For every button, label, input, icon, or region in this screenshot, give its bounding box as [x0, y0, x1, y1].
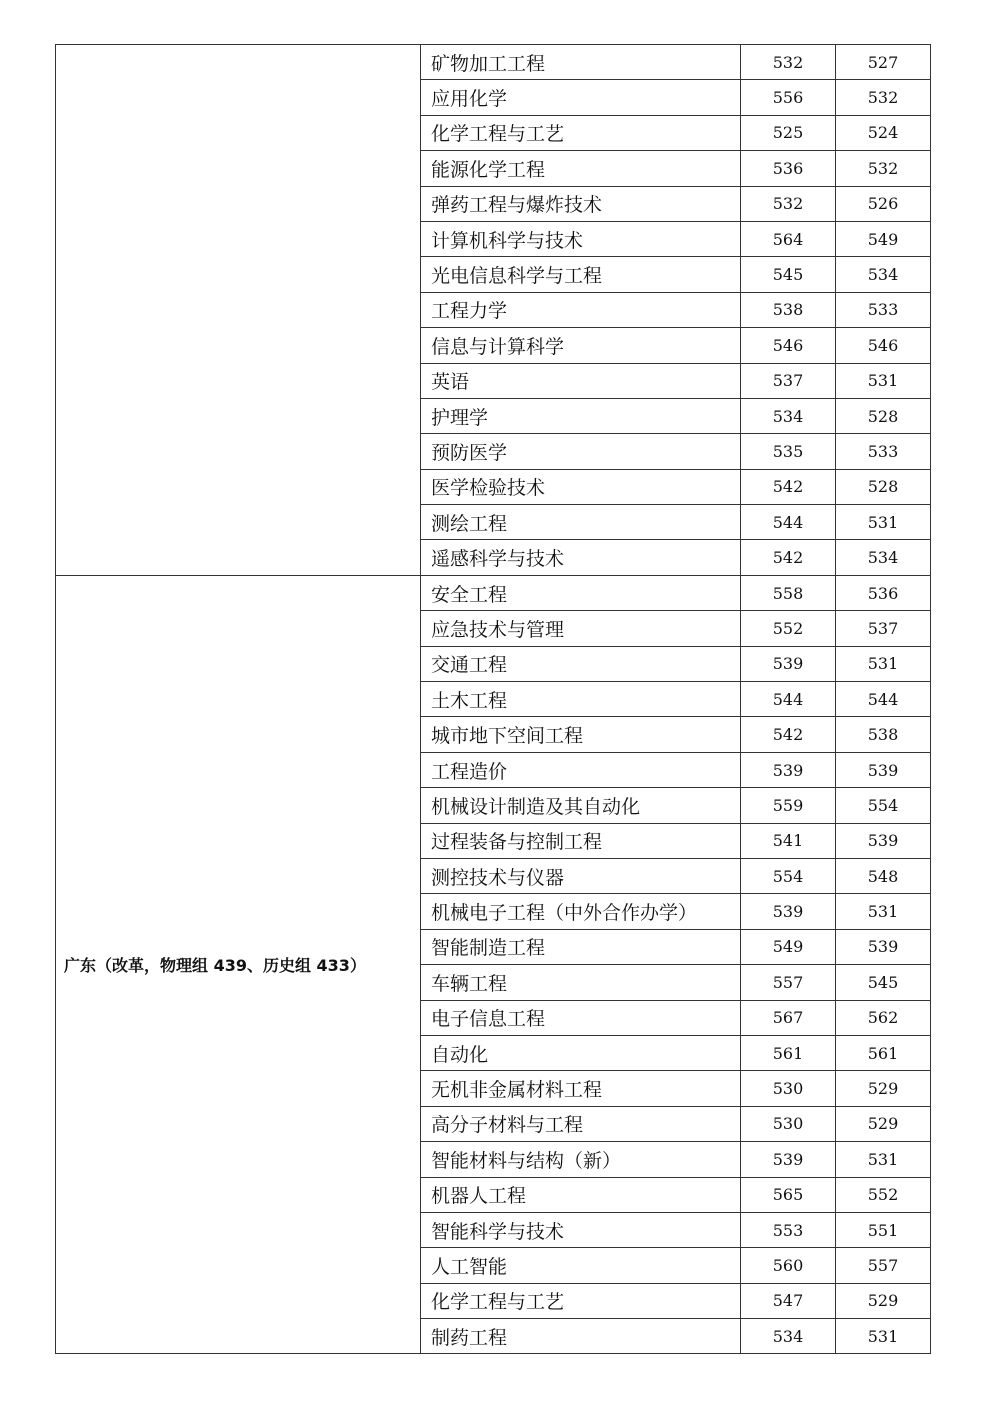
max-score-cell: 544	[741, 505, 836, 540]
min-score-cell: 534	[836, 257, 931, 292]
min-score-cell: 538	[836, 717, 931, 752]
min-score-cell: 561	[836, 1035, 931, 1070]
max-score-cell: 539	[741, 1142, 836, 1177]
max-score-cell: 558	[741, 575, 836, 610]
max-score-cell: 542	[741, 540, 836, 575]
max-score-cell: 553	[741, 1212, 836, 1247]
max-score-cell: 559	[741, 788, 836, 823]
min-score-cell: 529	[836, 1106, 931, 1141]
max-score-cell: 532	[741, 186, 836, 221]
major-cell: 安全工程	[421, 575, 741, 610]
max-score-cell: 541	[741, 823, 836, 858]
min-score-cell: 557	[836, 1248, 931, 1283]
min-score-cell: 534	[836, 540, 931, 575]
max-score-cell: 564	[741, 221, 836, 256]
min-score-cell: 531	[836, 1319, 931, 1354]
min-score-cell: 545	[836, 965, 931, 1000]
max-score-cell: 565	[741, 1177, 836, 1212]
max-score-cell: 567	[741, 1000, 836, 1035]
major-cell: 预防医学	[421, 434, 741, 469]
max-score-cell: 560	[741, 1248, 836, 1283]
min-score-cell: 531	[836, 646, 931, 681]
min-score-cell: 531	[836, 363, 931, 398]
major-cell: 能源化学工程	[421, 151, 741, 186]
min-score-cell: 549	[836, 221, 931, 256]
min-score-cell: 537	[836, 611, 931, 646]
major-cell: 智能材料与结构（新）	[421, 1142, 741, 1177]
major-cell: 城市地下空间工程	[421, 717, 741, 752]
major-cell: 电子信息工程	[421, 1000, 741, 1035]
min-score-cell: 539	[836, 752, 931, 787]
min-score-cell: 529	[836, 1283, 931, 1318]
major-cell: 智能制造工程	[421, 929, 741, 964]
max-score-cell: 535	[741, 434, 836, 469]
major-cell: 机器人工程	[421, 1177, 741, 1212]
major-cell: 矿物加工工程	[421, 45, 741, 80]
major-cell: 自动化	[421, 1035, 741, 1070]
major-cell: 英语	[421, 363, 741, 398]
max-score-cell: 561	[741, 1035, 836, 1070]
max-score-cell: 557	[741, 965, 836, 1000]
major-cell: 机械设计制造及其自动化	[421, 788, 741, 823]
major-cell: 应用化学	[421, 80, 741, 115]
major-cell: 光电信息科学与工程	[421, 257, 741, 292]
major-cell: 智能科学与技术	[421, 1212, 741, 1247]
min-score-cell: 524	[836, 115, 931, 150]
major-cell: 机械电子工程（中外合作办学）	[421, 894, 741, 929]
max-score-cell: 536	[741, 151, 836, 186]
major-cell: 过程装备与控制工程	[421, 823, 741, 858]
max-score-cell: 554	[741, 858, 836, 893]
major-cell: 高分子材料与工程	[421, 1106, 741, 1141]
min-score-cell: 546	[836, 328, 931, 363]
major-cell: 弹药工程与爆炸技术	[421, 186, 741, 221]
major-cell: 车辆工程	[421, 965, 741, 1000]
major-cell: 工程造价	[421, 752, 741, 787]
max-score-cell: 545	[741, 257, 836, 292]
min-score-cell: 527	[836, 45, 931, 80]
major-cell: 医学检验技术	[421, 469, 741, 504]
major-cell: 化学工程与工艺	[421, 115, 741, 150]
major-cell: 制药工程	[421, 1319, 741, 1354]
min-score-cell: 528	[836, 469, 931, 504]
min-score-cell: 544	[836, 682, 931, 717]
min-score-cell: 554	[836, 788, 931, 823]
min-score-cell: 562	[836, 1000, 931, 1035]
max-score-cell: 530	[741, 1106, 836, 1141]
max-score-cell: 547	[741, 1283, 836, 1318]
max-score-cell: 538	[741, 292, 836, 327]
major-cell: 信息与计算科学	[421, 328, 741, 363]
max-score-cell: 544	[741, 682, 836, 717]
min-score-cell: 539	[836, 929, 931, 964]
major-cell: 工程力学	[421, 292, 741, 327]
major-cell: 计算机科学与技术	[421, 221, 741, 256]
max-score-cell: 537	[741, 363, 836, 398]
min-score-cell: 532	[836, 80, 931, 115]
major-cell: 护理学	[421, 398, 741, 433]
min-score-cell: 532	[836, 151, 931, 186]
min-score-cell: 551	[836, 1212, 931, 1247]
max-score-cell: 534	[741, 1319, 836, 1354]
region-cell: 广东（改革，物理组 439、历史组 433）	[56, 575, 421, 1354]
max-score-cell: 530	[741, 1071, 836, 1106]
max-score-cell: 546	[741, 328, 836, 363]
major-cell: 遥感科学与技术	[421, 540, 741, 575]
admission-scores-table	[55, 44, 931, 1354]
max-score-cell: 525	[741, 115, 836, 150]
max-score-cell: 539	[741, 894, 836, 929]
min-score-cell: 531	[836, 1142, 931, 1177]
max-score-cell: 539	[741, 646, 836, 681]
min-score-cell: 526	[836, 186, 931, 221]
major-cell: 应急技术与管理	[421, 611, 741, 646]
table-row	[56, 575, 931, 610]
major-cell: 化学工程与工艺	[421, 1283, 741, 1318]
min-score-cell: 552	[836, 1177, 931, 1212]
min-score-cell: 529	[836, 1071, 931, 1106]
major-cell: 测绘工程	[421, 505, 741, 540]
table-row	[56, 45, 931, 80]
max-score-cell: 542	[741, 469, 836, 504]
max-score-cell: 542	[741, 717, 836, 752]
max-score-cell: 534	[741, 398, 836, 433]
region-cell	[56, 45, 421, 576]
major-cell: 人工智能	[421, 1248, 741, 1283]
major-cell: 交通工程	[421, 646, 741, 681]
max-score-cell: 549	[741, 929, 836, 964]
min-score-cell: 531	[836, 505, 931, 540]
table-body	[56, 45, 931, 1354]
max-score-cell: 552	[741, 611, 836, 646]
min-score-cell: 528	[836, 398, 931, 433]
min-score-cell: 533	[836, 292, 931, 327]
min-score-cell: 548	[836, 858, 931, 893]
max-score-cell: 532	[741, 45, 836, 80]
max-score-cell: 539	[741, 752, 836, 787]
min-score-cell: 539	[836, 823, 931, 858]
major-cell: 测控技术与仪器	[421, 858, 741, 893]
max-score-cell: 556	[741, 80, 836, 115]
major-cell: 土木工程	[421, 682, 741, 717]
major-cell: 无机非金属材料工程	[421, 1071, 741, 1106]
min-score-cell: 531	[836, 894, 931, 929]
min-score-cell: 533	[836, 434, 931, 469]
min-score-cell: 536	[836, 575, 931, 610]
